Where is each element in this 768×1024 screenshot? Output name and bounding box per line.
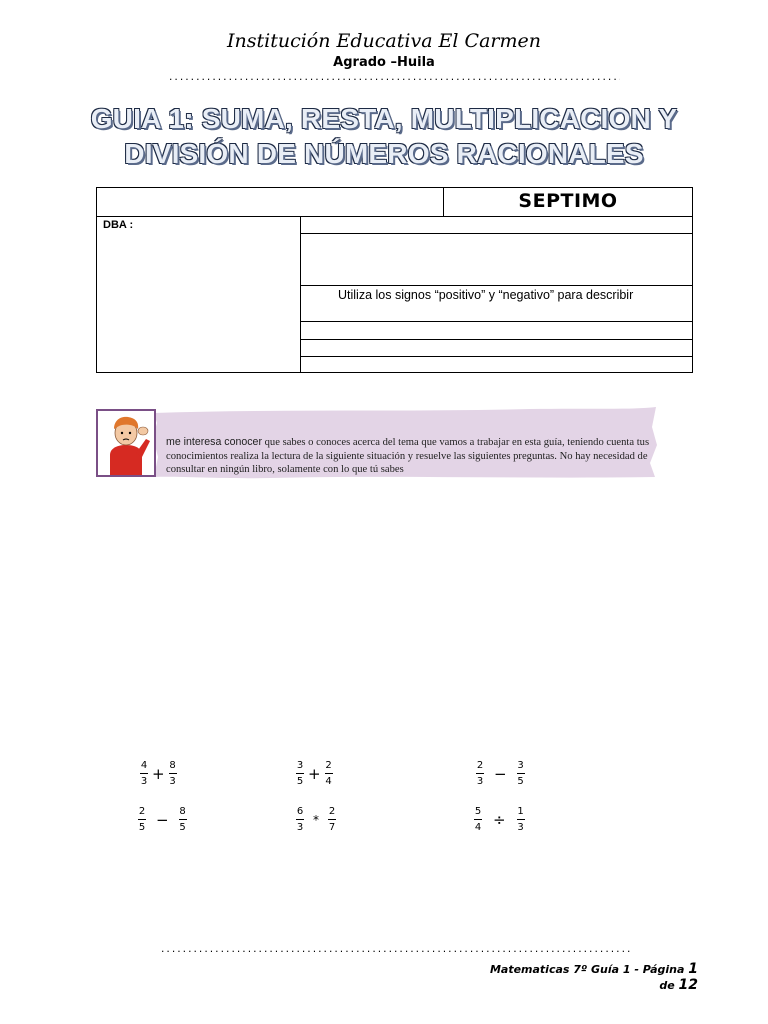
exercise-5 bbox=[296, 806, 336, 833]
fraction: $\frac{3}{5}$ bbox=[517, 760, 524, 787]
operator: * bbox=[313, 812, 319, 827]
table-rule bbox=[300, 321, 693, 322]
intro-text bbox=[166, 436, 658, 477]
institution-name: Institución Educativa El Carmen bbox=[227, 30, 541, 52]
grade-label: SEPTIMO bbox=[518, 190, 618, 212]
table-rule bbox=[300, 216, 301, 373]
exercise-2 bbox=[296, 760, 333, 787]
fraction: $\frac{3}{5}$ bbox=[296, 760, 304, 787]
operator: − bbox=[494, 764, 507, 783]
fraction: $\frac{1}{3}$ bbox=[517, 806, 524, 833]
exercise-6 bbox=[474, 806, 525, 833]
guide-title-line-1: GUIA 1: SUMA, RESTA, MULTIPLICACION Y bbox=[90, 103, 678, 134]
exercise-4 bbox=[138, 806, 187, 833]
footer-of: de bbox=[659, 979, 675, 992]
page-footer bbox=[476, 961, 698, 993]
guide-title-line-2: DIVISIÓN DE NÚMEROS RACIONALES bbox=[124, 138, 644, 169]
footer-prefix: Matematicas 7º Guía 1 - Página bbox=[489, 963, 685, 976]
page-number: 1 bbox=[688, 961, 698, 977]
fraction: $\frac{4}{3}$ bbox=[140, 760, 148, 787]
operator: ÷ bbox=[493, 810, 506, 829]
fraction: $\frac{2}{7}$ bbox=[328, 806, 336, 833]
fraction: $\frac{2}{3}$ bbox=[476, 760, 484, 787]
header-divider bbox=[168, 72, 620, 84]
dba-description: Utiliza los signos “positivo” y “negativo” para describir bbox=[338, 288, 634, 302]
page-total: 12 bbox=[678, 977, 698, 993]
thinking-student-icon bbox=[96, 409, 156, 477]
fraction: $\frac{2}{4}$ bbox=[325, 760, 332, 787]
table-rule bbox=[300, 233, 693, 234]
dba-label: DBA : bbox=[103, 219, 134, 231]
fraction: $\frac{5}{4}$ bbox=[474, 806, 482, 833]
fraction: $\frac{8}{3}$ bbox=[169, 760, 176, 787]
operator: + bbox=[152, 764, 165, 783]
intro-lead: me interesa conocer bbox=[166, 436, 262, 448]
operator: + bbox=[308, 764, 321, 783]
operator: − bbox=[156, 810, 169, 829]
table-rule bbox=[96, 216, 693, 217]
table-rule bbox=[300, 285, 693, 286]
fraction: $\frac{8}{5}$ bbox=[179, 806, 186, 833]
info-table bbox=[96, 187, 693, 373]
exercise-1 bbox=[140, 760, 177, 787]
table-rule bbox=[300, 339, 693, 340]
fraction: $\frac{6}{3}$ bbox=[296, 806, 304, 833]
fraction: $\frac{2}{5}$ bbox=[138, 806, 146, 833]
institution-location: Agrado –Huila bbox=[333, 55, 435, 70]
footer-divider bbox=[160, 944, 630, 956]
intro-body: que sabes o conoces acerca del tema que vamos a trabajar en esta guía, teniendo cuenta tus conocimientos realiza la lectura de la siguiente situación y resuelve las siguientes preguntas. No hay necesidad de consultar en ningún libro, solamente con lo que tú sabes bbox=[166, 437, 650, 475]
table-rule bbox=[300, 356, 693, 357]
exercise-3 bbox=[476, 760, 525, 787]
